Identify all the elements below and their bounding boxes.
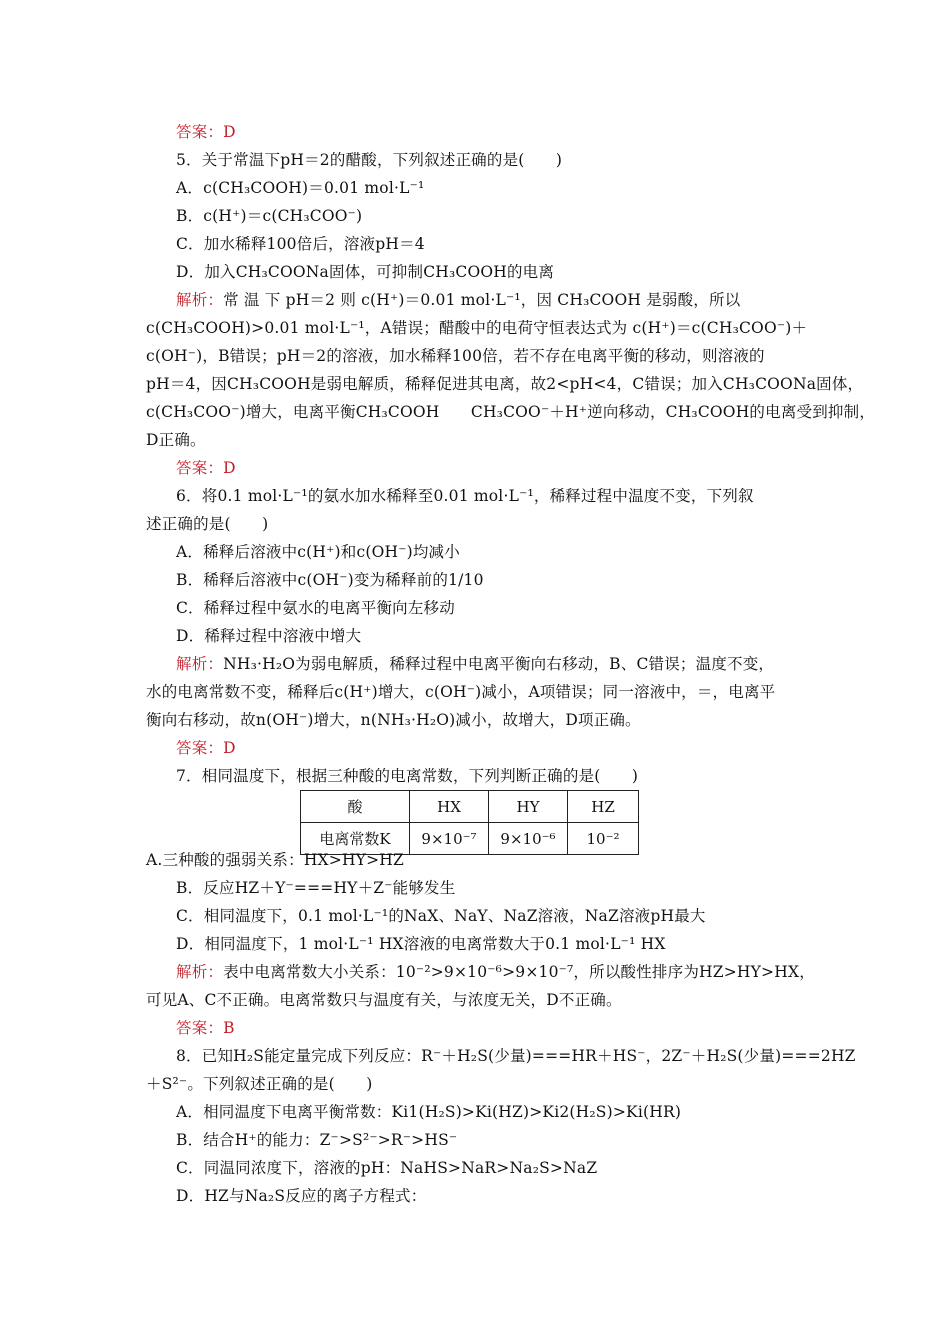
text-line: ＋S²⁻。下列叙述正确的是( ) — [146, 1075, 373, 1093]
option-d: D．稀释过程中溶液中增大 — [176, 627, 362, 645]
analysis-label: 解析： — [176, 963, 224, 981]
option-a: A．相同温度下电离平衡常数：Ki1(H₂S)>Ki(HZ)>Ki2(H₂S)>Ki(HR) — [176, 1103, 682, 1121]
option-b: B．反应HZ＋Y⁻===HY＋Z⁻能够发生 — [176, 879, 456, 897]
analysis-text: NH₃·H₂O为弱电解质，稀释过程中电离平衡向右移动，B、C错误；温度不变， — [223, 655, 775, 673]
analysis-line — [176, 650, 836, 678]
option-c: C．同温同浓度下，溶液的pH：NaHS>NaR>Na₂S>NaZ — [176, 1159, 598, 1177]
option-d: D．加入CH₃COONa固体，可抑制CH₃COOH的电离 — [176, 263, 555, 281]
option-d: D．HZ与Na₂S反应的离子方程式： — [176, 1187, 427, 1205]
table-cell: 酸 — [301, 791, 410, 823]
option-b: B．c(H⁺)＝c(CH₃COO⁻) — [176, 207, 363, 225]
text-line: D正确。 — [146, 431, 206, 449]
option-a: A．稀释后溶液中c(H⁺)和c(OH⁻)均减小 — [176, 543, 460, 561]
text-line: 衡向右移动，故n(OH⁻)增大，n(NH₃·H₂O)减小，故增大，D项正确。 — [146, 711, 641, 729]
table-cell: HZ — [568, 791, 639, 823]
text-line: pH＝4，因CH₃COOH是弱电解质，稀释促进其电离，故2<pH<4，C错误；加入CH₃COONa固体， — [146, 375, 864, 393]
analysis-line — [176, 958, 836, 986]
answer-label: 答案：D — [176, 459, 236, 477]
option-d: D．相同温度下，1 mol·L⁻¹ HX溶液的电离常数大于0.1 mol·L⁻¹ HX — [176, 935, 666, 953]
table-cell: 电离常数K — [301, 823, 410, 855]
option-a: A．c(CH₃COOH)＝0.01 mol·L⁻¹ — [176, 179, 425, 197]
option-c: C．稀释过程中氨水的电离平衡向左移动 — [176, 599, 455, 617]
option-a: A.三种酸的强弱关系：HX>HY>HZ — [146, 851, 404, 869]
text-line: c(OH⁻)，B错误；pH＝2的溶液，加水稀释100倍，若不存在电离平衡的移动，则溶液的 — [146, 347, 765, 365]
question-7: 7．相同温度下，根据三种酸的电离常数，下列判断正确的是( ) — [176, 767, 639, 785]
option-b: B．稀释后溶液中c(OH⁻)变为稀释前的1/10 — [176, 571, 484, 589]
option-c: C．相同温度下，0.1 mol·L⁻¹的NaX、NaY、NaZ溶液，NaZ溶液pH最大 — [176, 907, 706, 925]
answer-label: 答案：D — [176, 739, 236, 757]
table-cell: 9×10⁻⁶ — [489, 823, 568, 855]
table-cell: 10⁻² — [568, 823, 639, 855]
text-line: 水的电离常数不变，稀释后c(H⁺)增大，c(OH⁻)减小，A项错误；同一溶液中，＝，电离平 — [146, 683, 776, 701]
option-b: B．结合H⁺的能力：Z⁻>S²⁻>R⁻>HS⁻ — [176, 1131, 458, 1149]
analysis-line — [176, 286, 806, 314]
text-line: c(CH₃COOH)>0.01 mol·L⁻¹，A错误；醋酸中的电荷守恒表达式为 c(H⁺)＝c(CH₃COO⁻)＋ — [146, 319, 808, 337]
text-line: 述正确的是( ) — [146, 515, 269, 533]
table-cell: 9×10⁻⁷ — [410, 823, 489, 855]
answer-label: 答案：B — [176, 1019, 235, 1037]
table-header-row — [301, 791, 639, 823]
text-line: c(CH₃COO⁻)增大，电离平衡CH₃COOH CH₃COO⁻＋H⁺逆向移动，CH₃COOH的电离受到抑制， — [146, 403, 876, 421]
question-5: 5．关于常温下pH＝2的醋酸，下列叙述正确的是( ) — [176, 151, 563, 169]
question-6: 6．将0.1 mol·L⁻¹的氨水加水稀释至0.01 mol·L⁻¹，稀释过程中温度不变，下列叙 — [176, 487, 754, 505]
option-c: C．加水稀释100倍后，溶液pH＝4 — [176, 235, 425, 253]
analysis-label: 解析： — [176, 291, 224, 309]
analysis-text: 表中电离常数大小关系：10⁻²>9×10⁻⁶>9×10⁻⁷，所以酸性排序为HZ>HY>HX， — [223, 963, 815, 981]
analysis-label: 解析： — [176, 655, 224, 673]
text-line: 可见A、C不正确。电离常数只与温度有关，与浓度无关，D不正确。 — [146, 991, 622, 1009]
question-8: 8．已知H₂S能定量完成下列反应：R⁻＋H₂S(少量)===HR＋HS⁻，2Z⁻＋H₂S(少量)===2HZ — [176, 1047, 856, 1065]
answer-label: 答案：D — [176, 123, 236, 141]
analysis-text: 常 温 下 pH＝2 则 c(H⁺)＝0.01 mol·L⁻¹，因 CH₃COOH 是弱酸，所以 — [223, 291, 741, 309]
table-cell: HY — [489, 791, 568, 823]
table-cell: HX — [410, 791, 489, 823]
